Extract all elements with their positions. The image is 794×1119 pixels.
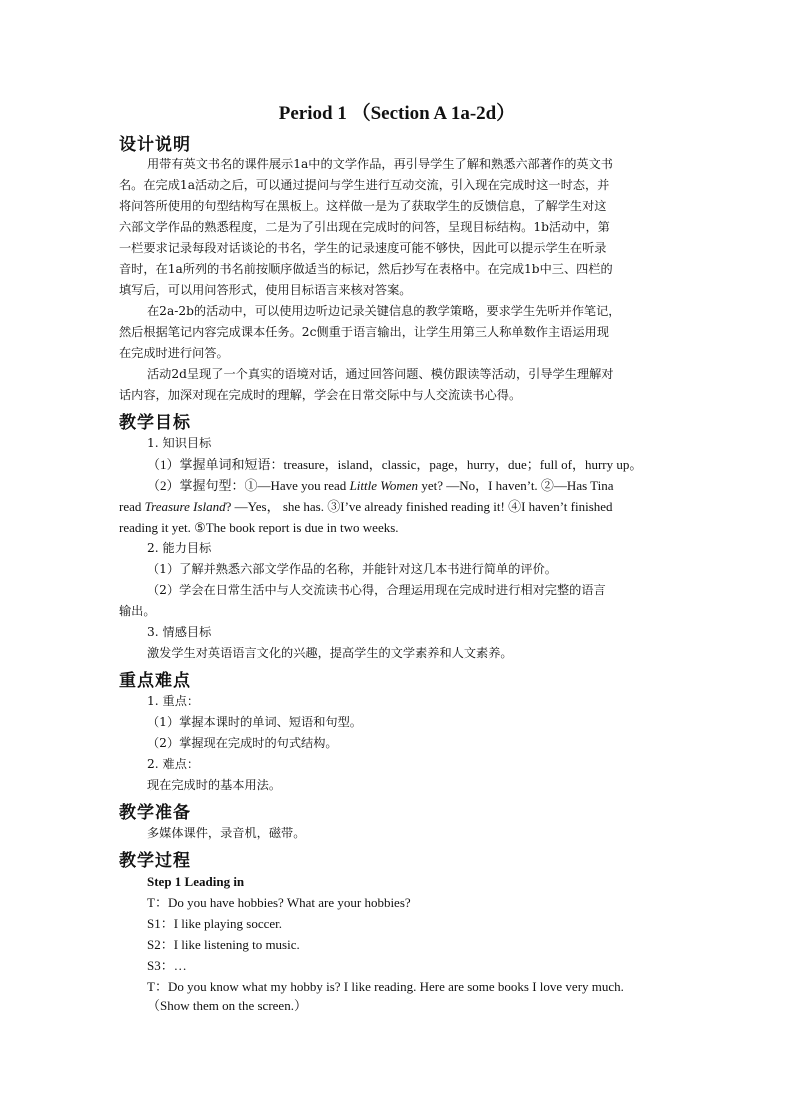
design-paragraph-1 [119,154,679,406]
text-line: 将问答所使用的句型结构写在黑板上。这样做一是为了获取学生的反馈信息，了解学生对这 [119,199,607,213]
ability-goal-1: （1）了解并熟悉六部文学作品的名称，并能针对这几本书进行简单的评价。 [147,562,557,576]
emotion-goal-title: 3. 情感目标 [147,625,212,639]
text-segment: ? —Yes， she has. ③I’ve already finished reading it! ④I haven’t finished [225,499,613,514]
heading-design: 设计说明 [119,135,191,155]
dialogue-line: S1：I like playing soccer. [147,916,283,931]
knowledge-goal-title: 1. 知识目标 [147,436,212,450]
dialogue-line: S3：… [147,958,187,973]
text-segment: （2）掌握句型：①—Have you read [147,478,350,493]
text-line: 活动2d呈现了一个真实的语境对话，通过回答问题、模仿跟读等活动，引导学生理解对 [147,367,614,381]
book-title: Little Women [349,478,419,493]
step-1-title: Step 1 Leading in [147,874,245,889]
text-line: 在完成时进行问答。 [119,346,229,360]
emotion-goal-1: 激发学生对英语语言文化的兴趣，提高学生的文学素养和人文素养。 [147,646,513,660]
knowledge-goal-1: （1）掌握单词和短语：treasure，island，classic，page，hurry，due；full of，hurry up。 [147,457,643,472]
text-line: 用带有英文书名的课件展示1a中的文学作品，再引导学生了解和熟悉六部著作的英文书 [147,157,613,171]
dialogue-line: T：Do you have hobbies? What are your hobbies? [147,895,411,910]
text-segment: yet? —No，I haven’t. ②—Has Tina [418,478,614,493]
text-line: 填写后，可以用问答形式，使用目标语言来核对答案。 [119,283,412,297]
text-line: 名。在完成1a活动之后，可以通过提问与学生进行互动交流，引入现在完成时这一时态，并 [119,178,610,192]
heading-keypoints: 重点难点 [119,671,191,691]
key-point-1: （1）掌握本课时的单词、短语和句型。 [147,715,362,729]
key-title: 1. 重点： [147,694,200,708]
text-line: 在2a-2b的活动中，可以使用边听边记录关键信息的教学策略，要求学生先听并作笔记， [147,304,621,318]
knowledge-goal-2 [147,475,614,496]
knowledge-goal-2-end: reading it yet. ⑤The book report is due in two weeks. [119,520,399,535]
prep-text: 多媒体课件，录音机，磁带。 [147,826,306,840]
knowledge-goal-2-cont [119,496,613,517]
dialogue-line: （Show them on the screen.） [147,998,307,1013]
difficulty-1: 现在完成时的基本用法。 [147,778,282,792]
ability-goal-title: 2. 能力目标 [147,541,212,555]
document-title: Period 1 （Section A 1a-2d） [278,103,516,124]
heading-process: 教学过程 [119,851,191,871]
text-line: 然后根据笔记内容完成课本任务。2c侧重于语言输出，让学生用第三人称单数作主语运用现 [119,325,609,339]
heading-prep: 教学准备 [119,803,191,823]
ability-goal-2: （2）学会在日常生活中与人交流读书心得，合理运用现在完成时进行相对完整的语言 [147,583,606,597]
dialogue-line: S2：I like listening to music. [147,937,300,952]
heading-goals: 教学目标 [119,413,191,433]
difficulty-title: 2. 难点： [147,757,200,771]
text-line: 音时，在1a所列的书名前按顺序做适当的标记，然后抄写在表格中。在完成1b中三、四栏的 [119,262,613,276]
book-title: Treasure Island [144,499,226,514]
text-line: 一栏要求记录每段对话谈论的书名，学生的记录速度可能不够快，因此可以提示学生在听录 [119,241,607,255]
text-line: 六部文学作品的熟悉程度，二是为了引出现在完成时的问答，呈现目标结构。1b活动中，第 [119,220,610,234]
dialogue-line: T：Do you know what my hobby is? I like reading. Here are some books I love very much. [147,979,624,994]
key-point-2: （2）掌握现在完成时的句式结构。 [147,736,338,750]
text-line: 话内容，加深对现在完成时的理解，学会在日常交际中与人交流读书心得。 [119,388,522,402]
ability-goal-2-end: 输出。 [119,604,156,618]
text-segment: read [119,499,145,514]
